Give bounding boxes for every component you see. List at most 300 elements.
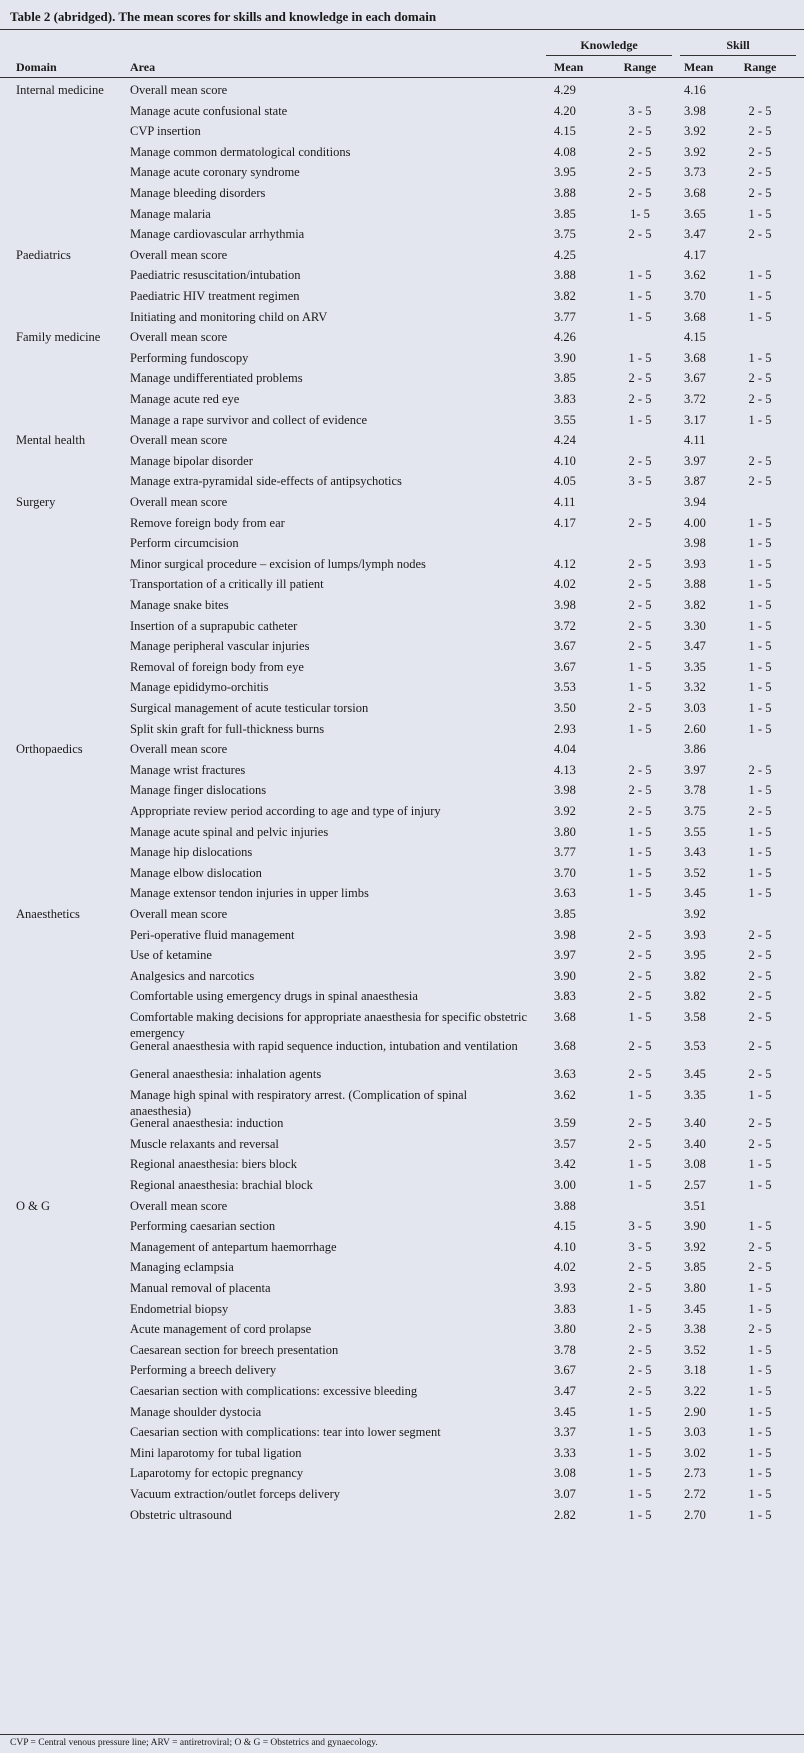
knowledge-range-cell: 1 - 5 [628, 1507, 652, 1522]
knowledge-range-cell: 2 - 5 [628, 618, 652, 633]
knowledge-range-header: Range [623, 60, 657, 74]
knowledge-mean-cell: 3.70 [554, 865, 576, 880]
knowledge-mean-cell: 3.55 [554, 412, 576, 427]
skill-range-cell: 1 - 5 [748, 1445, 772, 1460]
skill-mean-cell: 3.52 [684, 865, 706, 880]
skill-mean-cell: 3.68 [684, 350, 706, 365]
area-cell: Manage epididymo-orchitis [130, 680, 269, 695]
knowledge-mean-cell: 3.82 [554, 289, 576, 303]
skill-mean-cell: 3.68 [684, 309, 706, 324]
skill-mean-cell: 2.70 [684, 1507, 706, 1522]
skill-range-cell: 2 - 5 [748, 392, 772, 406]
area-cell: Manage extensor tendon injuries in upper limbs [130, 886, 369, 901]
knowledge-range-cell: 1 - 5 [628, 1177, 652, 1192]
skill-mean-cell: 3.93 [684, 927, 706, 942]
knowledge-mean-cell: 4.11 [554, 495, 576, 509]
skill-range-cell: 1 - 5 [748, 721, 772, 736]
area-cell: Obstetric ultrasound [130, 1507, 232, 1522]
skill-range-header: Range [743, 60, 777, 74]
skill-mean-cell: 3.08 [684, 1157, 706, 1172]
area-cell: Manage acute confusional state [130, 103, 288, 118]
area-cell: Overall mean score [130, 83, 228, 97]
knowledge-mean-cell: 3.88 [554, 186, 576, 200]
knowledge-mean-cell: 3.80 [554, 824, 576, 839]
skill-mean-cell: 3.03 [684, 701, 706, 715]
skill-range-cell: 2 - 5 [748, 1116, 772, 1131]
skill-mean-cell: 2.57 [684, 1177, 706, 1192]
area-cell: Muscle relaxants and reversal [130, 1136, 279, 1151]
knowledge-range-cell: 3 - 5 [628, 474, 652, 489]
knowledge-mean-cell: 3.88 [554, 268, 576, 283]
domain-cell: Mental health [16, 433, 86, 448]
area-cell: Manage finger dislocations [130, 783, 267, 798]
knowledge-range-cell: 1 - 5 [628, 1087, 652, 1102]
skill-mean-cell: 3.92 [684, 1239, 706, 1254]
knowledge-mean-cell: 4.20 [554, 103, 576, 118]
area-cell: Transportation of a critically ill patient [130, 577, 324, 592]
skill-range-cell: 1 - 5 [748, 350, 772, 365]
area-cell: Initiating and monitoring child on ARV [130, 309, 328, 324]
skill-range-cell: 1 - 5 [748, 1342, 772, 1357]
skill-mean-cell: 3.80 [684, 1280, 706, 1295]
skill-range-cell: 1 - 5 [748, 206, 772, 221]
area-cell: Surgical management of acute testicular torsion [130, 701, 369, 715]
skill-range-cell: 1 - 5 [748, 680, 772, 695]
skill-range-cell: 2 - 5 [748, 1067, 772, 1081]
skill-mean-cell: 3.86 [684, 742, 706, 757]
skill-range-cell: 1 - 5 [748, 824, 772, 839]
knowledge-mean-cell: 3.98 [554, 598, 576, 612]
knowledge-range-cell: 1 - 5 [628, 659, 652, 674]
area-cell: Acute management of cord prolapse [130, 1322, 312, 1337]
knowledge-range-cell: 2 - 5 [628, 804, 652, 818]
knowledge-mean-cell: 4.10 [554, 453, 576, 468]
skill-mean-cell: 2.90 [684, 1404, 706, 1419]
area-cell: Manage extra-pyramidal side-effects of antipsychotics [130, 474, 402, 489]
knowledge-mean-cell: 3.77 [554, 845, 576, 860]
area-cell: Overall mean score [130, 1198, 228, 1213]
knowledge-mean-cell: 4.05 [554, 474, 576, 489]
knowledge-range-cell: 3 - 5 [628, 1239, 652, 1254]
skill-mean-cell: 3.98 [684, 103, 706, 118]
knowledge-range-cell: 2 - 5 [628, 124, 652, 139]
area-cell: CVP insertion [130, 124, 201, 139]
knowledge-range-cell: 1 - 5 [628, 1404, 652, 1419]
skill-mean-cell: 3.82 [684, 989, 706, 1004]
knowledge-mean-cell: 4.17 [554, 515, 576, 530]
skill-mean-cell: 3.45 [684, 1067, 706, 1081]
skill-mean-cell: 3.30 [684, 618, 706, 633]
skill-range-cell: 2 - 5 [748, 1239, 772, 1254]
knowledge-range-cell: 2 - 5 [628, 392, 652, 406]
knowledge-range-cell: 1 - 5 [628, 1301, 652, 1316]
knowledge-mean-cell: 4.15 [554, 1219, 576, 1234]
knowledge-mean-cell: 3.92 [554, 804, 576, 818]
area-cell: Caesarian section with complications: tear into lower segment [130, 1425, 441, 1440]
knowledge-range-cell: 2 - 5 [628, 1363, 652, 1378]
knowledge-range-cell: 2 - 5 [628, 927, 652, 942]
top-rule [0, 29, 804, 30]
knowledge-range-cell: 2 - 5 [628, 515, 652, 530]
knowledge-range-cell: 2 - 5 [628, 1116, 652, 1131]
skill-mean-cell: 4.00 [684, 515, 706, 530]
bottom-rule [0, 1734, 804, 1735]
knowledge-range-cell: 2 - 5 [628, 762, 652, 777]
skill-mean-cell: 3.85 [684, 1260, 706, 1275]
knowledge-range-cell: 1 - 5 [628, 412, 652, 427]
knowledge-mean-cell: 4.02 [554, 1260, 576, 1275]
knowledge-range-cell: 1 - 5 [628, 350, 652, 365]
knowledge-range-cell: 2 - 5 [628, 783, 652, 798]
area-cell: Performing caesarian section [130, 1219, 276, 1234]
skill-range-cell: 1 - 5 [748, 309, 772, 324]
knowledge-mean-cell: 3.88 [554, 1198, 576, 1213]
area-cell: Overall mean score [130, 330, 228, 345]
area-cell: Manage hip dislocations [130, 845, 253, 860]
skill-range-cell: 1 - 5 [748, 845, 772, 860]
knowledge-range-cell: 2 - 5 [628, 556, 652, 571]
knowledge-underline [546, 55, 672, 56]
area-cell: Manage undifferentiated problems [130, 371, 303, 386]
area-cell: Paediatric resuscitation/intubation [130, 268, 301, 283]
skill-range-cell: 1 - 5 [748, 1383, 772, 1398]
knowledge-mean-header: Mean [554, 60, 584, 74]
area-cell: Performing a breech delivery [130, 1363, 277, 1378]
knowledge-range-cell: 2 - 5 [628, 453, 652, 468]
skill-range-cell: 1 - 5 [748, 1087, 772, 1102]
skill-range-cell: 2 - 5 [748, 1322, 772, 1337]
skill-header: Skill [726, 38, 750, 52]
domain-cell: Internal medicine [16, 83, 104, 97]
skill-mean-cell: 3.72 [684, 392, 706, 406]
knowledge-mean-cell: 3.68 [554, 1010, 576, 1024]
skill-range-cell: 1 - 5 [748, 412, 772, 427]
knowledge-mean-cell: 3.67 [554, 639, 576, 654]
skill-range-cell: 1 - 5 [748, 783, 772, 798]
skill-range-cell: 1 - 5 [748, 1280, 772, 1295]
skill-range-cell: 1 - 5 [748, 618, 772, 633]
skill-range-cell: 1 - 5 [748, 1486, 772, 1501]
knowledge-mean-cell: 3.78 [554, 1342, 576, 1357]
skill-mean-cell: 2.73 [684, 1466, 706, 1481]
knowledge-mean-cell: 4.08 [554, 144, 576, 159]
skill-range-cell: 1 - 5 [748, 556, 772, 571]
area-cell: Overall mean score [130, 742, 228, 757]
knowledge-mean-cell: 3.75 [554, 227, 576, 242]
skill-range-cell: 1 - 5 [748, 701, 772, 715]
knowledge-mean-cell: 4.24 [554, 433, 576, 448]
skill-underline [680, 55, 796, 56]
area-cell: Peri-operative fluid management [130, 927, 295, 942]
area-cell: Regional anaesthesia: brachial block [130, 1177, 313, 1192]
domain-column-header: Domain [16, 60, 57, 74]
knowledge-mean-cell: 4.26 [554, 330, 576, 345]
skill-mean-cell: 4.15 [684, 330, 706, 345]
knowledge-range-cell: 2 - 5 [628, 1383, 652, 1398]
skill-range-cell: 2 - 5 [748, 1260, 772, 1275]
skill-mean-cell: 3.65 [684, 206, 706, 221]
knowledge-mean-cell: 3.08 [554, 1466, 576, 1481]
knowledge-mean-cell: 3.67 [554, 659, 576, 674]
area-cell: Remove foreign body from ear [130, 515, 285, 530]
knowledge-mean-cell: 3.95 [554, 165, 576, 180]
domain-cell: O & G [16, 1198, 51, 1213]
skill-mean-cell: 3.92 [684, 144, 706, 159]
knowledge-range-cell: 2 - 5 [628, 1067, 652, 1081]
skill-range-cell: 1 - 5 [748, 1425, 772, 1440]
knowledge-mean-cell: 3.72 [554, 618, 576, 633]
knowledge-range-cell: 2 - 5 [628, 1136, 652, 1151]
skill-mean-cell: 3.95 [684, 948, 706, 963]
knowledge-mean-cell: 3.37 [554, 1425, 576, 1440]
knowledge-range-cell: 1 - 5 [628, 824, 652, 839]
skill-mean-cell: 2.60 [684, 721, 706, 736]
knowledge-range-cell: 1 - 5 [628, 289, 652, 303]
knowledge-mean-cell: 3.85 [554, 907, 576, 921]
skill-range-cell: 2 - 5 [748, 165, 772, 180]
skill-mean-cell: 3.88 [684, 577, 706, 592]
knowledge-mean-cell: 3.33 [554, 1445, 576, 1460]
skill-mean-cell: 3.35 [684, 1087, 706, 1102]
area-column-header: Area [130, 60, 156, 74]
area-cell: Caesarean section for breech presentation [130, 1342, 339, 1357]
area-cell: Vacuum extraction/outlet forceps delivery [130, 1486, 340, 1501]
knowledge-mean-cell: 3.80 [554, 1322, 576, 1337]
knowledge-mean-cell: 4.15 [554, 124, 576, 139]
knowledge-mean-cell: 3.83 [554, 1301, 576, 1316]
domain-cell: Family medicine [16, 330, 101, 345]
skill-mean-header: Mean [684, 60, 714, 74]
knowledge-range-cell: 1 - 5 [628, 1425, 652, 1440]
skill-mean-cell: 3.53 [684, 1038, 706, 1053]
knowledge-range-cell: 2 - 5 [628, 1280, 652, 1295]
knowledge-range-cell: 1 - 5 [628, 721, 652, 736]
table-footnote: CVP = Central venous pressure line; ARV = antiretroviral; O & G = Obstetrics and gynaecology. [10, 1738, 378, 1748]
skill-mean-cell: 3.70 [684, 289, 706, 303]
knowledge-mean-cell: 2.82 [554, 1507, 576, 1522]
table-title: Table 2 (abridged). The mean scores for skills and knowledge in each domain [10, 9, 437, 24]
domain-cell: Anaesthetics [16, 907, 80, 921]
knowledge-mean-cell: 3.83 [554, 989, 576, 1004]
area-cell: Manual removal of placenta [130, 1280, 271, 1295]
knowledge-mean-cell: 3.53 [554, 680, 576, 695]
knowledge-mean-cell: 3.63 [554, 1067, 576, 1081]
skill-mean-cell: 3.97 [684, 453, 706, 468]
knowledge-mean-cell: 3.62 [554, 1087, 576, 1102]
knowledge-mean-cell: 3.77 [554, 309, 576, 324]
skill-range-cell: 1 - 5 [748, 268, 772, 283]
area-cell: Overall mean score [130, 495, 228, 509]
skill-mean-cell: 3.92 [684, 124, 706, 139]
knowledge-range-cell: 2 - 5 [628, 598, 652, 612]
area-cell: Overall mean score [130, 433, 228, 448]
area-cell: Comfortable using emergency drugs in spinal anaesthesia [130, 989, 418, 1004]
knowledge-mean-cell: 3.59 [554, 1116, 576, 1131]
skill-range-cell: 1 - 5 [748, 886, 772, 901]
skill-range-cell: 1 - 5 [748, 639, 772, 654]
skill-mean-cell: 3.47 [684, 639, 706, 654]
skill-mean-cell: 3.51 [684, 1198, 706, 1213]
knowledge-range-cell: 2 - 5 [628, 577, 652, 592]
skill-mean-cell: 3.67 [684, 371, 706, 386]
area-cell: Caesarian section with complications: excessive bleeding [130, 1383, 418, 1398]
skill-range-cell: 2 - 5 [748, 124, 772, 139]
area-cell: Regional anaesthesia: biers block [130, 1157, 297, 1172]
knowledge-range-cell: 1 - 5 [628, 845, 652, 860]
knowledge-mean-cell: 4.10 [554, 1239, 576, 1254]
skill-mean-cell: 3.82 [684, 598, 706, 612]
skill-mean-cell: 4.11 [684, 433, 706, 448]
knowledge-range-cell: 3 - 5 [628, 103, 652, 118]
knowledge-mean-cell: 3.50 [554, 701, 576, 715]
skill-mean-cell: 4.16 [684, 83, 706, 97]
skill-mean-cell: 3.45 [684, 1301, 706, 1316]
skill-mean-cell: 3.92 [684, 907, 706, 921]
skill-range-cell: 1 - 5 [748, 536, 772, 551]
knowledge-range-cell: 2 - 5 [628, 701, 652, 715]
area-cell: Removal of foreign body from eye [130, 659, 304, 674]
area-cell: Performing fundoscopy [130, 350, 249, 365]
domain-cell: Orthopaedics [16, 742, 83, 757]
skill-range-cell: 2 - 5 [748, 989, 772, 1004]
skill-mean-cell: 3.55 [684, 824, 706, 839]
domain-cell: Surgery [16, 495, 56, 509]
skill-range-cell: 1 - 5 [748, 1507, 772, 1522]
skill-range-cell: 1 - 5 [748, 598, 772, 612]
knowledge-range-cell: 1 - 5 [628, 1466, 652, 1481]
knowledge-range-cell: 2 - 5 [628, 1342, 652, 1357]
knowledge-range-cell: 2 - 5 [628, 968, 652, 983]
knowledge-mean-cell: 4.29 [554, 83, 576, 97]
area-cell: Manage high spinal with respiratory arrest. (Complication of spinal anaesthesia) [130, 1087, 468, 1118]
area-cell: Manage acute red eye [130, 392, 240, 406]
area-cell: Minor surgical procedure – excision of lumps/lymph nodes [130, 556, 426, 571]
knowledge-mean-cell: 4.02 [554, 577, 576, 592]
skill-mean-cell: 3.98 [684, 536, 706, 551]
skill-range-cell: 1 - 5 [748, 1363, 772, 1378]
skill-mean-cell: 3.22 [684, 1383, 706, 1398]
knowledge-mean-cell: 3.45 [554, 1404, 576, 1419]
knowledge-range-cell: 3 - 5 [628, 1219, 652, 1234]
skill-range-cell: 2 - 5 [748, 762, 772, 777]
skill-mean-cell: 3.68 [684, 186, 706, 200]
skill-range-cell: 2 - 5 [748, 144, 772, 159]
skill-mean-cell: 3.47 [684, 227, 706, 242]
skill-range-cell: 2 - 5 [748, 1038, 772, 1053]
knowledge-mean-cell: 3.68 [554, 1038, 576, 1053]
area-cell: Manage elbow dislocation [130, 865, 262, 880]
skill-range-cell: 1 - 5 [748, 1177, 772, 1192]
knowledge-mean-cell: 4.13 [554, 762, 576, 777]
skill-mean-cell: 3.62 [684, 268, 706, 283]
area-cell: Analgesics and narcotics [130, 968, 255, 983]
skill-mean-cell: 3.32 [684, 680, 706, 695]
skill-range-cell: 1 - 5 [748, 1219, 772, 1234]
area-cell: Manage peripheral vascular injuries [130, 639, 310, 654]
skill-mean-cell: 3.18 [684, 1363, 706, 1378]
skill-range-cell: 1 - 5 [748, 1466, 772, 1481]
area-cell: Manage malaria [130, 206, 211, 221]
knowledge-mean-cell: 3.00 [554, 1177, 576, 1192]
knowledge-mean-cell: 3.93 [554, 1280, 576, 1295]
knowledge-mean-cell: 4.12 [554, 556, 576, 571]
knowledge-range-cell: 1 - 5 [628, 1486, 652, 1501]
skill-range-cell: 1 - 5 [748, 659, 772, 674]
knowledge-mean-cell: 3.47 [554, 1383, 576, 1398]
skill-mean-cell: 3.94 [684, 495, 706, 509]
area-cell: Manage wrist fractures [130, 762, 246, 777]
skill-mean-cell: 2.72 [684, 1486, 706, 1501]
knowledge-range-cell: 1 - 5 [628, 1445, 652, 1460]
skill-mean-cell: 3.40 [684, 1136, 706, 1151]
knowledge-range-cell: 1- 5 [630, 206, 650, 221]
knowledge-range-cell: 2 - 5 [628, 227, 652, 242]
skill-mean-cell: 3.58 [684, 1010, 706, 1024]
knowledge-range-cell: 1 - 5 [628, 309, 652, 324]
knowledge-mean-cell: 3.85 [554, 206, 576, 221]
knowledge-range-cell: 2 - 5 [628, 1260, 652, 1275]
skill-range-cell: 1 - 5 [748, 865, 772, 880]
skill-range-cell: 1 - 5 [748, 577, 772, 592]
area-cell: Paediatric HIV treatment regimen [130, 289, 300, 303]
domain-cell: Paediatrics [16, 247, 71, 262]
area-cell: Split skin graft for full-thickness burns [130, 721, 325, 736]
area-cell: Management of antepartum haemorrhage [130, 1239, 337, 1254]
skill-mean-cell: 3.45 [684, 886, 706, 901]
skill-mean-cell: 3.35 [684, 659, 706, 674]
skill-range-cell: 2 - 5 [748, 804, 772, 818]
skill-mean-cell: 3.40 [684, 1116, 706, 1131]
knowledge-header: Knowledge [580, 38, 638, 52]
skill-range-cell: 1 - 5 [748, 1301, 772, 1316]
skill-range-cell: 1 - 5 [748, 1404, 772, 1419]
skill-mean-cell: 3.93 [684, 556, 706, 571]
knowledge-mean-cell: 3.97 [554, 948, 576, 963]
knowledge-mean-cell: 4.25 [554, 247, 576, 262]
knowledge-mean-cell: 2.93 [554, 721, 576, 736]
area-cell: Manage a rape survivor and collect of evidence [130, 412, 368, 427]
knowledge-range-cell: 2 - 5 [628, 1038, 652, 1053]
skill-range-cell: 2 - 5 [748, 186, 772, 200]
area-cell: General anaesthesia: induction [130, 1116, 284, 1131]
knowledge-mean-cell: 4.04 [554, 742, 576, 757]
skill-range-cell: 2 - 5 [748, 453, 772, 468]
area-cell: Manage shoulder dystocia [130, 1404, 262, 1419]
header-rule [0, 77, 804, 78]
knowledge-range-cell: 1 - 5 [628, 268, 652, 283]
skill-mean-cell: 3.03 [684, 1425, 706, 1440]
area-cell: Use of ketamine [130, 948, 212, 963]
area-cell: Insertion of a suprapubic catheter [130, 618, 298, 633]
knowledge-mean-cell: 3.67 [554, 1363, 576, 1378]
skill-mean-cell: 3.75 [684, 804, 706, 818]
skill-mean-cell: 3.97 [684, 762, 706, 777]
area-cell: Comfortable making decisions for appropriate anaesthesia for specific obstetric emergency [130, 1010, 528, 1040]
skill-mean-cell: 3.82 [684, 968, 706, 983]
area-cell: Mini laparotomy for tubal ligation [130, 1445, 302, 1460]
skill-mean-cell: 4.17 [684, 247, 706, 262]
area-cell: Overall mean score [130, 247, 228, 262]
skill-mean-cell: 3.78 [684, 783, 706, 798]
knowledge-mean-cell: 3.07 [554, 1486, 576, 1501]
knowledge-range-cell: 2 - 5 [628, 144, 652, 159]
knowledge-range-cell: 2 - 5 [628, 1322, 652, 1337]
knowledge-range-cell: 1 - 5 [628, 680, 652, 695]
skill-mean-cell: 3.52 [684, 1342, 706, 1357]
skill-range-cell: 2 - 5 [748, 474, 772, 489]
skill-range-cell: 1 - 5 [748, 289, 772, 303]
knowledge-mean-cell: 3.83 [554, 392, 576, 406]
